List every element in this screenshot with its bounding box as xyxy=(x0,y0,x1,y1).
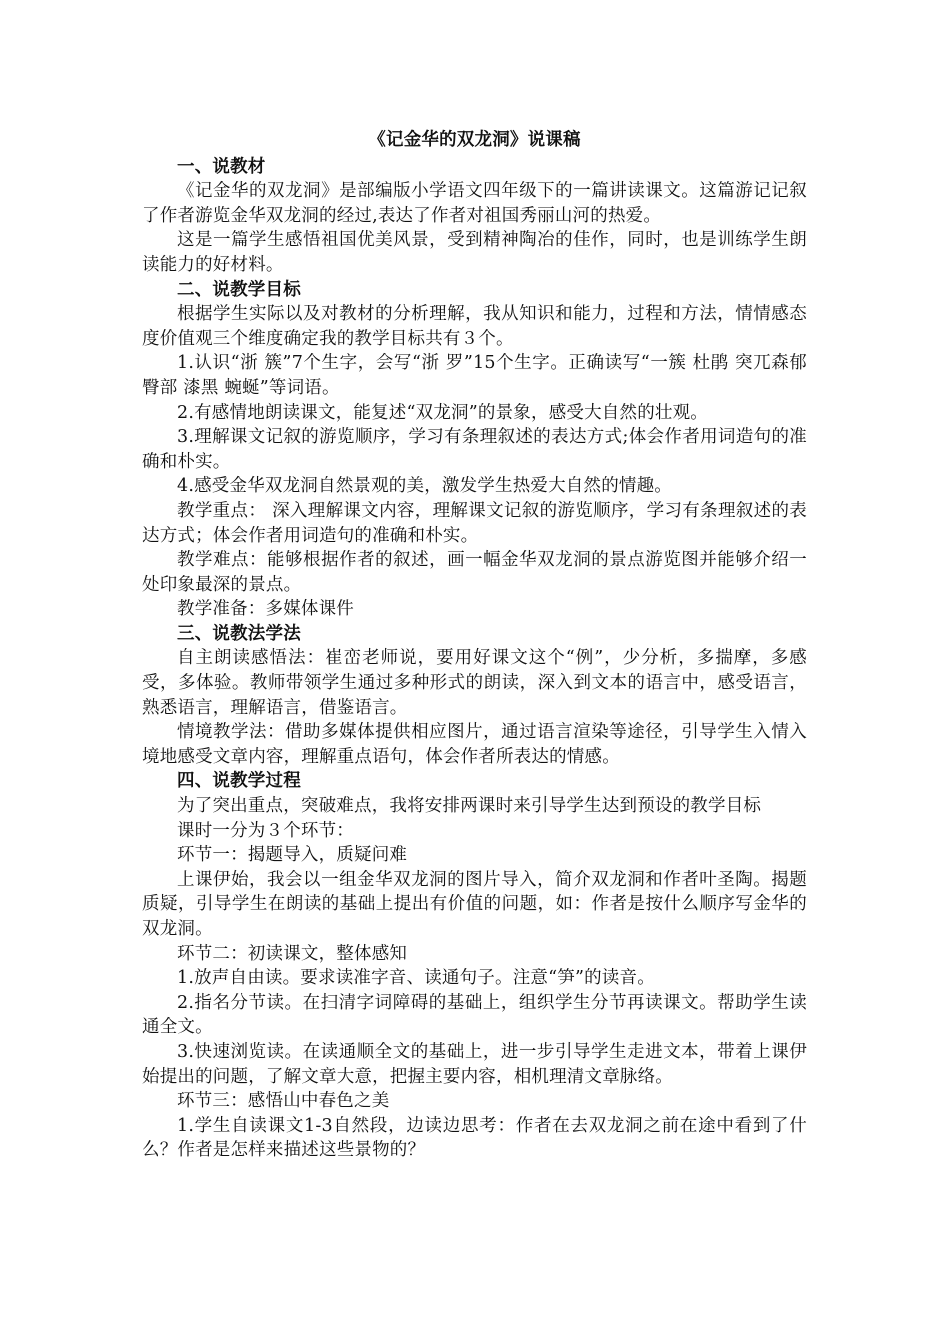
paragraph: 1.学生自读课文1-3自然段，边读边思考：作者在去双龙洞之前在途中看到了什么？作者是怎样来描述这些景物的？ xyxy=(142,1115,807,1161)
paragraph: 这是一篇学生感悟祖国优美风景，受到精神陶冶的佳作，同时，也是训练学生朗读能力的好材料。 xyxy=(142,230,807,275)
paragraph: 《记金华的双龙洞》是部编版小学语文四年级下的一篇讲读课文。这篇游记记叙了作者游览金华双龙洞的经过,表达了作者对祖国秀丽山河的热爱。 xyxy=(142,181,807,226)
paragraph: 教学准备：多媒体课件 xyxy=(177,599,354,620)
document-title: 《记金华的双龙洞》说课稿 xyxy=(368,130,581,150)
paragraph: 2.指名分节读。在扫清字词障碍的基础上，组织学生分节再读课文。帮助学生读通全文。 xyxy=(142,992,807,1038)
paragraph: 为了突出重点，突破难点，我将安排两课时来引导学生达到预设的教学目标 xyxy=(177,796,762,817)
paragraph: 1.放声自由读。要求读准字音、读通句子。注意“笋”的读音。 xyxy=(177,968,655,989)
document-blocks xyxy=(142,155,807,1163)
paragraph: 3.理解课文记叙的游览顺序，学习有条理叙述的表达方式;体会作者用词造句的准确和朴实。 xyxy=(142,427,807,472)
section-heading-1: 一、说教材 xyxy=(177,156,266,177)
paragraph: 环节三：感悟山中春色之美 xyxy=(177,1091,390,1112)
paragraph: 根据学生实际以及对教材的分析理解，我从知识和能力，过程和方法，情情感态度价值观三个维度确定我的教学目标共有３个。 xyxy=(142,304,807,349)
paragraph: 3.快速浏览读。在读通顺全文的基础上，进一步引导学生走进文本，带着上课伊始提出的问题，了解文章大意，把握主要内容，相机理清文章脉络。 xyxy=(142,1041,807,1087)
section-heading-3: 三、说教法学法 xyxy=(177,623,301,644)
paragraph: 自主朗读感悟法：崔峦老师说，要用好课文这个“例”，少分析，多揣摩，多感受，多体验。教师带领学生通过多种形式的朗读，深入到文本的语言中，感受语言，熟悉语言，理解语言，借鉴语言。 xyxy=(142,648,807,718)
paragraph: 课时一分为３个环节： xyxy=(177,820,354,841)
paragraph: 教学重点： 深入理解课文内容，理解课文记叙的游览顺序，学习有条理叙述的表达方式；体会作者用词造句的准确和朴实。 xyxy=(142,500,807,546)
paragraph: 环节二：初读课文，整体感知 xyxy=(177,943,408,964)
paragraph: 情境教学法：借助多媒体提供相应图片，通过语言渲染等途径，引导学生入情入境地感受文章内容，理解重点语句，体会作者所表达的情感。 xyxy=(142,722,807,767)
section-heading-4: 四、说教学过程 xyxy=(177,771,301,792)
paragraph: 环节一：揭题导入，质疑问难 xyxy=(177,845,408,866)
paragraph: 上课伊始，我会以一组金华双龙洞的图片导入，简介双龙洞和作者叶圣陶。揭题质疑，引导学生在朗读的基础上提出有价值的问题，如：作者是按什么顺序写金华的双龙洞。 xyxy=(142,869,807,939)
section-heading-2: 二、说教学目标 xyxy=(177,279,301,300)
paragraph: 1.认识“浙 簇”7个生字，会写“浙 罗”15个生字。正确读写“一簇 杜鹃 突兀森郁 臀部 漆黑 蜿蜒”等词语。 xyxy=(142,353,807,398)
document-body xyxy=(142,128,807,1163)
paragraph: 教学难点：能够根据作者的叙述，画一幅金华双龙洞的景点游览图并能够介绍一处印象最深的景点。 xyxy=(142,550,807,595)
paragraph: 4.感受金华双龙洞自然景观的美，激发学生热爱大自然的情趣。 xyxy=(177,476,672,497)
paragraph: 2.有感情地朗读课文，能复述“双龙洞”的景象，感受大自然的壮观。 xyxy=(177,402,708,423)
